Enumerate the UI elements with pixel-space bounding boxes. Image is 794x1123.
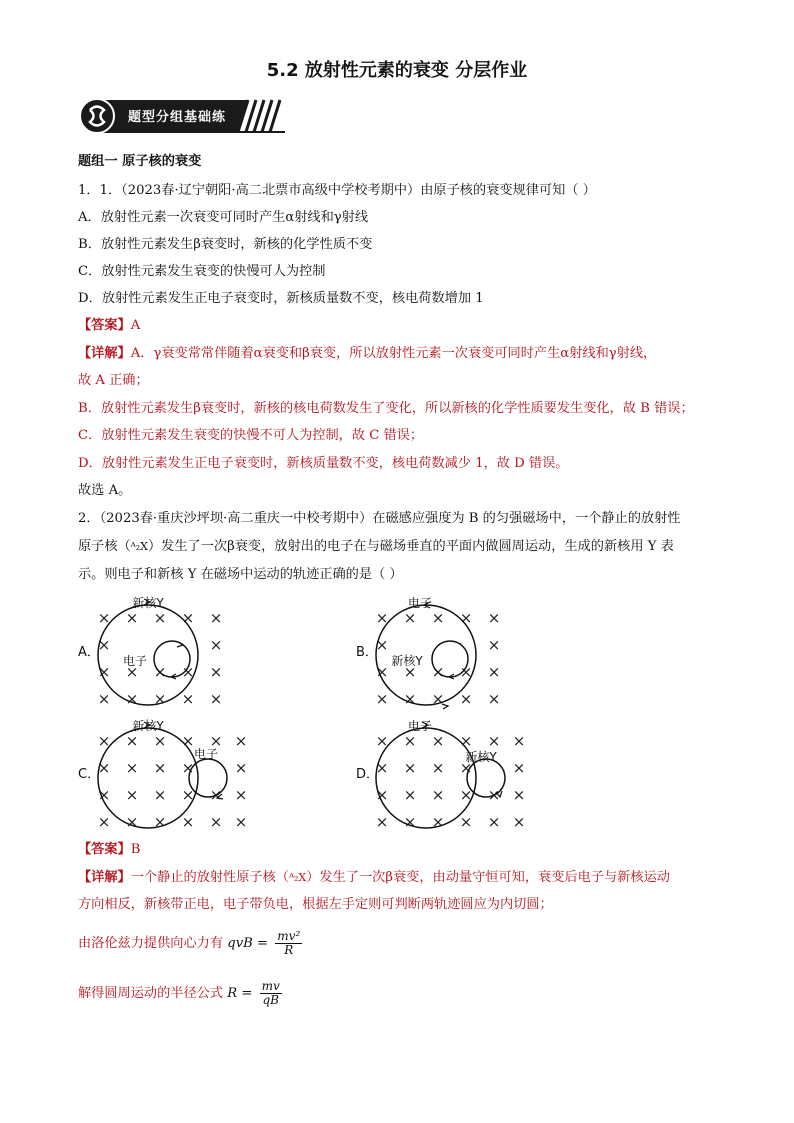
section-banner [78,97,290,135]
svg-text:×: × [209,609,223,627]
q2-option-a [72,592,302,712]
option-d-small-label: 新核Y [465,750,497,764]
svg-text:×: × [512,732,526,750]
svg-text:×: × [97,759,111,777]
svg-text:×: × [234,732,248,750]
svg-text:×: × [181,786,195,804]
radius-numerator: mv [261,979,280,993]
q1-detail-line-1 [78,344,656,364]
q2-stem-2a: 原子核（ [78,539,131,554]
svg-text:×: × [487,786,501,804]
q1-detail-line-5: D．放射性元素发生正电子衰变时，新核质量数不变，核电荷数减少 1，故 D 错误。 [78,456,569,471]
detail-text-a: 一个静止的放射性原子核（ [130,870,289,885]
q2-option-b [350,592,580,712]
q1-stem: 1．1．（2023春·辽宁朝阳·高二北票市高级中学校考期中）由原子核的衰变规律可知（ ） [78,183,596,198]
lorentz-denominator: R [284,943,294,957]
svg-text:×: × [431,786,445,804]
svg-text:×: × [181,663,195,681]
banner-logo-icon [80,99,114,133]
svg-text:×: × [125,786,139,804]
group-heading: 题组一 原子核的衰变 [78,154,202,169]
field-crosses [98,732,248,831]
q2-stem-3: 示。则电子和新核 Y 在磁场中运动的轨迹正确的是（ ） [78,567,403,582]
option-b-diagram [350,592,580,712]
svg-text:×: × [209,786,223,804]
q2-stem-2 [78,537,674,557]
svg-text:×: × [459,663,473,681]
svg-text:×: × [153,759,167,777]
svg-text:×: × [375,813,389,831]
answer-value: A [130,318,141,333]
nuclide-symbol: ᴬ₂X [130,540,148,553]
option-a-small-label: 电子 [122,654,148,668]
lorentz-lhs: qvB = [227,936,269,951]
svg-text:×: × [125,663,139,681]
svg-text:×: × [209,813,223,831]
option-d-diagram [350,712,600,837]
q2-radius-formula [78,980,282,1007]
svg-text:×: × [431,759,445,777]
svg-text:×: × [431,813,445,831]
q2-option-d [350,712,600,837]
svg-text:×: × [153,732,167,750]
svg-text:×: × [181,813,195,831]
svg-text:×: × [459,759,473,777]
svg-text:×: × [234,813,248,831]
svg-text:×: × [375,786,389,804]
answer-tag: 【答案】 [78,842,131,857]
svg-text:×: × [234,786,248,804]
svg-text:×: × [459,690,473,708]
q2-detail-line-1 [78,868,670,888]
answer-tag: 【答案】 [78,318,131,333]
svg-text:×: × [153,813,167,831]
svg-text:×: × [459,786,473,804]
svg-text:×: × [181,732,195,750]
radius-denominator: qB [262,993,279,1007]
svg-text:×: × [375,663,389,681]
option-c-big-label: 新核Y [132,719,164,733]
option-c-label: C． [78,767,101,782]
svg-text:×: × [512,813,526,831]
svg-text:×: × [97,636,111,654]
q1-option-b: B．放射性元素发生β衰变时，新核的化学性质不变 [78,237,373,252]
field-crosses [376,732,526,831]
svg-text:×: × [403,786,417,804]
svg-text:×: × [487,690,501,708]
svg-text:×: × [375,609,389,627]
lorentz-numerator: mv² [277,929,301,943]
svg-text:×: × [403,813,417,831]
option-a-diagram [72,592,302,712]
option-d-big-label: 电子 [407,719,433,733]
q2-option-c [72,712,322,837]
q1-answer [78,316,140,336]
svg-text:×: × [97,609,111,627]
svg-text:×: × [209,732,223,750]
svg-text:×: × [153,663,167,681]
svg-text:×: × [431,663,445,681]
q1-option-d: D．放射性元素发生正电子衰变时，新核质量数不变，核电荷数增加 1 [78,291,484,306]
option-d-label: D． [356,767,380,782]
option-c-small-label: 电子 [193,747,219,761]
svg-text:×: × [403,759,417,777]
q1-conclusion: 故选 A。 [78,483,132,498]
svg-text:×: × [125,813,139,831]
svg-text:×: × [487,609,501,627]
lorentz-text: 由洛伦兹力提供向心力有 [78,936,224,951]
svg-text:×: × [97,663,111,681]
svg-text:×: × [209,690,223,708]
q2-stem-2b: ）发生了一次β衰变，放射出的电子在与磁场垂直的平面内做圆周运动，生成的新核用 Y 表 [148,539,674,554]
svg-text:×: × [153,786,167,804]
nuclide-symbol: ᴬ₂X [289,871,307,884]
svg-text:×: × [97,786,111,804]
detail-text: A．γ衰变常常伴随着α衰变和β衰变，所以放射性元素一次衰变可同时产生α射线和γ射线， [130,346,657,361]
svg-text:×: × [125,759,139,777]
svg-text:×: × [512,786,526,804]
svg-text:×: × [403,663,417,681]
svg-text:×: × [487,732,501,750]
radius-fraction [260,980,282,1007]
lorentz-fraction [275,930,302,957]
option-a-big-label: 新核Y [132,596,164,610]
banner-label: 题型分组基础练 [128,110,227,125]
q1-option-c: C．放射性元素发生衰变的快慢可人为控制 [78,264,326,279]
detail-tag: 【详解】 [78,870,131,885]
svg-text:×: × [431,690,445,708]
option-b-label: B． [356,645,378,660]
q2-lorentz-formula [78,930,302,957]
page-title: 5.2 放射性元素的衰变 分层作业 [266,60,528,81]
svg-text:×: × [459,732,473,750]
svg-text:×: × [153,609,167,627]
svg-text:×: × [181,690,195,708]
svg-text:×: × [209,636,223,654]
svg-text:×: × [403,690,417,708]
detail-text-b: ）发生了一次β衰变，由动量守恒可知，衰变后电子与新核运动 [306,870,670,885]
svg-text:×: × [97,690,111,708]
q2-stem-1: 2．（2023春·重庆沙坪坝·高二重庆一中校考期中）在磁感应强度为 B 的匀强磁场中，一个静止的放射性 [78,511,681,526]
option-b-big-label: 电子 [407,596,433,610]
svg-text:×: × [181,609,195,627]
svg-text:×: × [512,759,526,777]
svg-text:×: × [209,663,223,681]
svg-text:×: × [403,732,417,750]
q1-detail-line-2: 故 A 正确； [78,373,149,388]
svg-text:×: × [375,690,389,708]
answer-value: B [130,842,141,857]
svg-text:×: × [153,690,167,708]
svg-text:×: × [431,609,445,627]
option-b-small-label: 新核Y [391,654,423,668]
svg-text:×: × [375,759,389,777]
q1-option-a: A．放射性元素一次衰变可同时产生α射线和γ射线 [78,210,369,225]
svg-text:×: × [375,732,389,750]
q1-detail-line-3: B．放射性元素发生β衰变时，新核的核电荷数发生了变化，所以新核的化学性质要发生变化，故 B 错误； [78,401,694,416]
radius-lhs: R = [227,986,253,1001]
svg-text:×: × [97,813,111,831]
svg-text:×: × [125,609,139,627]
svg-text:×: × [125,690,139,708]
svg-text:×: × [487,636,501,654]
detail-tag: 【详解】 [78,346,131,361]
svg-text:×: × [234,759,248,777]
svg-text:×: × [403,609,417,627]
svg-text:×: × [375,636,389,654]
svg-text:×: × [125,732,139,750]
q1-detail-line-4: C．放射性元素发生衰变的快慢不可人为控制，故 C 错误； [78,428,424,443]
svg-text:×: × [487,813,501,831]
radius-text: 解得圆周运动的半径公式 [78,986,224,1001]
svg-text:×: × [459,813,473,831]
svg-text:×: × [97,732,111,750]
svg-text:×: × [431,732,445,750]
svg-text:×: × [487,663,501,681]
svg-text:×: × [181,759,195,777]
q2-detail-line-2: 方向相反，新核带正电，电子带负电，根据左手定则可判断两轨迹圆应为内切圆； [78,897,553,912]
option-a-label: A． [78,645,100,660]
svg-text:×: × [459,609,473,627]
option-c-diagram [72,712,322,837]
q2-answer [78,840,140,860]
